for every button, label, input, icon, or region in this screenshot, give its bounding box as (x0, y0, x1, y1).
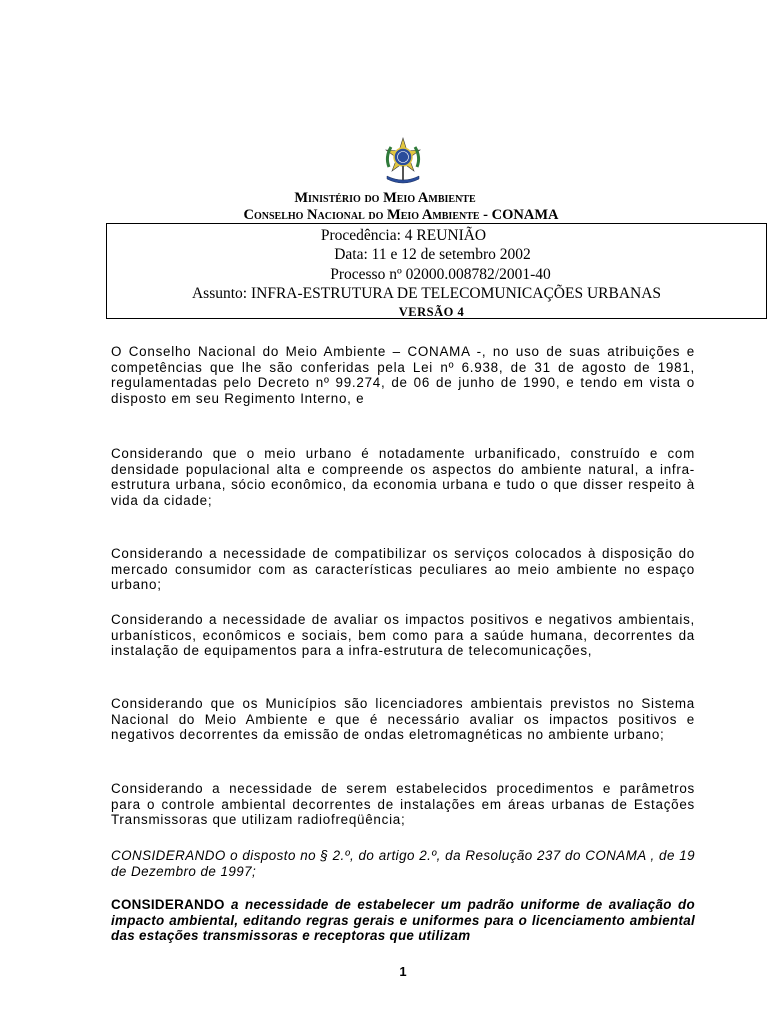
paragraph-standard-text: a necessidade de estabelecer um padrão uniforme de avaliação do impacto ambiental, editando regras gerais e uniformes para o licenciamento ambiental das estações transmissoras e receptoras que utilizam (111, 897, 695, 944)
paragraph-considerando-impacts: Considerando a necessidade de avaliar os impactos positivos e negativos ambientais, urbanísticos, econômicos e sociais, bem como para a saúde humana, decorrentes da instalação de equipamentos para a infra-estrutura de telecomunicações, (111, 612, 695, 659)
paragraph-considerando-municipalities: Considerando que os Municípios são licenciadores ambientais previstos no Sistema Nacional do Meio Ambiente e que é necessário avaliar os impactos positivos e negativos decorrentes da emissão de ondas eletromagnéticas no ambiente urbano; (111, 696, 695, 743)
paragraph-lead-word: CONSIDERANDO (111, 897, 225, 912)
paragraph-considerando-resolution: CONSIDERANDO o disposto no § 2.º, do artigo 2.º, da Resolução 237 do CONAMA , de 19 de Dezembro de 1997; (111, 848, 695, 879)
version-line: VERSÃO 4 (398, 305, 465, 319)
brazil-coat-of-arms-icon (381, 137, 425, 185)
process-number-line: Processo nº 02000.008782/2001-40 (330, 266, 551, 283)
subject-line: Assunto: INFRA-ESTRUTURA DE TELECOMUNICAÇÕES URBANAS (191, 285, 662, 302)
ministry-heading: Ministério do Meio Ambiente (294, 190, 476, 206)
paragraph-considerando-services: Considerando a necessidade de compatibilizar os serviços colocados à disposição do mercado consumidor com as características peculiares ao meio ambiente no espaço urbano; (111, 546, 695, 593)
council-heading: Conselho Nacional do Meio Ambiente - CONAMA (243, 207, 559, 223)
page-number: 1 (399, 964, 407, 979)
paragraph-considerando-procedures: Considerando a necessidade de serem estabelecidos procedimentos e parâmetros para o controle ambiental decorrentes de instalações em áreas urbanas de Estações Transmissoras que utilizam radiofreqüência; (111, 781, 695, 828)
document-info-box (106, 223, 767, 319)
paragraph-preamble: O Conselho Nacional do Meio Ambiente – CONAMA -, no uso de suas atribuições e competências que lhe são conferidas pela Lei nº 6.938, de 31 de agosto de 1981, regulamentadas pelo Decreto nº 99.274, de 06 de junho de 1990, e tendo em vista o disposto em seu Regimento Interno, e (111, 344, 695, 406)
paragraph-considerando-urban: Considerando que o meio urbano é notadamente urbanificado, construído e com densidade populacional alta e compreende os aspectos do ambiente natural, a infra-estrutura urbana, sócio econômico, da economia urbana e tudo o que disser respeito à vida da cidade; (111, 446, 695, 508)
date-line: Data: 11 e 12 de setembro 2002 (334, 246, 531, 263)
procedencia-line: Procedência: 4 REUNIÃO (320, 227, 487, 244)
paragraph-considerando-standard (111, 897, 695, 944)
